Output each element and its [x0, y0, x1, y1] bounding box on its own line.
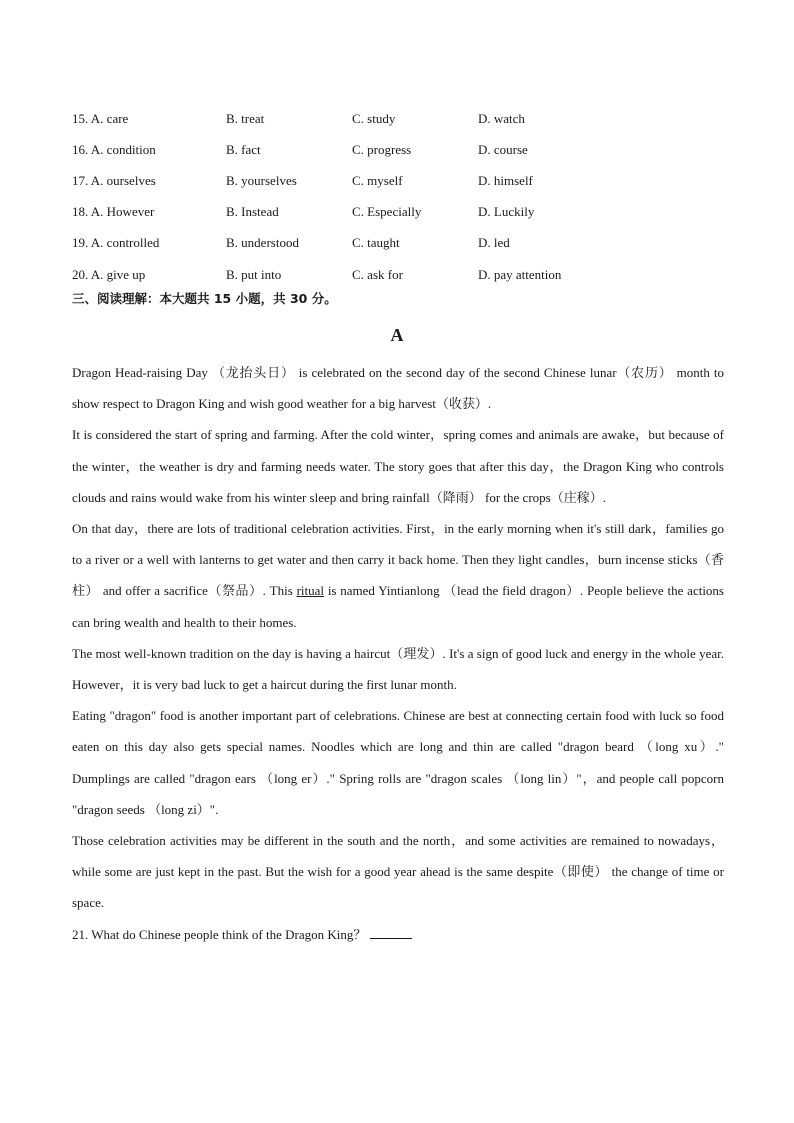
- paragraph-2: It is considered the start of spring and farming. After the cold winter，spring comes and animals are awake，but because of the winter，the weather is dry and farming needs water. The story goes that after this day，the Dragon King who controls clouds and rains would wake from his winter sleep and bring rainfall（降雨） for the crops（庄稼）.: [72, 427, 724, 505]
- option-a: 16. A. condition: [72, 141, 156, 157]
- option-d: D. course: [478, 141, 528, 157]
- option-a: 17. A. ourselves: [72, 172, 156, 188]
- option-b: B. Instead: [226, 204, 279, 220]
- option-c: C. progress: [352, 141, 412, 157]
- option-d: D. watch: [478, 110, 525, 126]
- paragraph-3-text: On that day，there are lots of traditional celebration activities. First，in the early morning when it's still dark，families go to a river or a well with lanterns to get water and then carry it back home. Then they light candles，burn incense sticks（香柱） and offer a sacrifice（祭品）. This: [72, 521, 724, 599]
- options-table: [72, 103, 722, 290]
- option-c: C. myself: [352, 172, 403, 188]
- paragraph-4: The most well-known tradition on the day is having a haircut（理发）. It's a sign of good luck and energy in the whole year. However，it is very bad luck to get a haircut during the first lunar month.: [72, 645, 724, 693]
- option-row-20: [72, 259, 722, 290]
- answer-blank[interactable]: [370, 924, 412, 939]
- option-b: B. understood: [226, 235, 299, 251]
- option-b: B. treat: [226, 110, 265, 126]
- paragraph-6: Those celebration activities may be different in the south and the north，and some activities are remained to nowadays，while some are just kept in the past. But the wish for a good year ahead is the same despite（即使） the change of time or space.: [72, 833, 724, 911]
- paragraph-3-text-end: is named Yintianlong （lead the field dragon）. People believe the actions can bring wealth and health to their homes.: [72, 583, 724, 630]
- passage-title: A: [390, 325, 404, 345]
- paragraph-3: [72, 513, 724, 638]
- option-row-19: [72, 228, 722, 259]
- option-b: B. fact: [226, 141, 261, 157]
- option-c: C. Especially: [352, 204, 422, 220]
- option-d: D. led: [478, 235, 510, 251]
- option-a: 20. A. give up: [72, 266, 146, 282]
- option-c: C. taught: [352, 235, 400, 251]
- option-a: 18. A. However: [72, 204, 155, 220]
- option-row-17: [72, 165, 722, 196]
- section-heading: 三、阅读理解：本大题共 15 小题，共 30 分。: [72, 291, 337, 306]
- option-c: C. study: [352, 110, 396, 126]
- question-text: 21. What do Chinese people think of the Dragon King？: [72, 926, 367, 942]
- paragraph-1: Dragon Head-raising Day （龙抬头日） is celebrated on the second day of the second Chinese lunar（农历） month to show respect to Dragon King and wish good weather for a big harvest（收获）.: [72, 365, 724, 412]
- option-row-18: [72, 197, 722, 228]
- option-d: D. Luckily: [478, 204, 535, 220]
- option-b: B. put into: [226, 266, 282, 282]
- option-d: D. pay attention: [478, 266, 562, 282]
- underlined-word: ritual: [296, 583, 325, 599]
- paragraph-5: Eating "dragon" food is another important part of celebrations. Chinese are best at connecting certain food with luck so food eaten on this day also gets special names. Noodles which are long and thin are called "dragon beard （long xu）." Dumplings are called "dragon ears （long er）." Spring rolls are "dragon scales （long lin）"，and people call popcorn "dragon seeds （long zi）".: [72, 708, 724, 817]
- reading-passage: [72, 357, 724, 950]
- option-row-16: [72, 134, 722, 165]
- option-a: 15. A. care: [72, 110, 129, 126]
- option-d: D. himself: [478, 172, 533, 188]
- option-b: B. yourselves: [226, 172, 297, 188]
- question-21: [72, 919, 724, 950]
- option-a: 19. A. controlled: [72, 235, 160, 251]
- option-c: C. ask for: [352, 266, 403, 282]
- option-row-15: [72, 103, 722, 134]
